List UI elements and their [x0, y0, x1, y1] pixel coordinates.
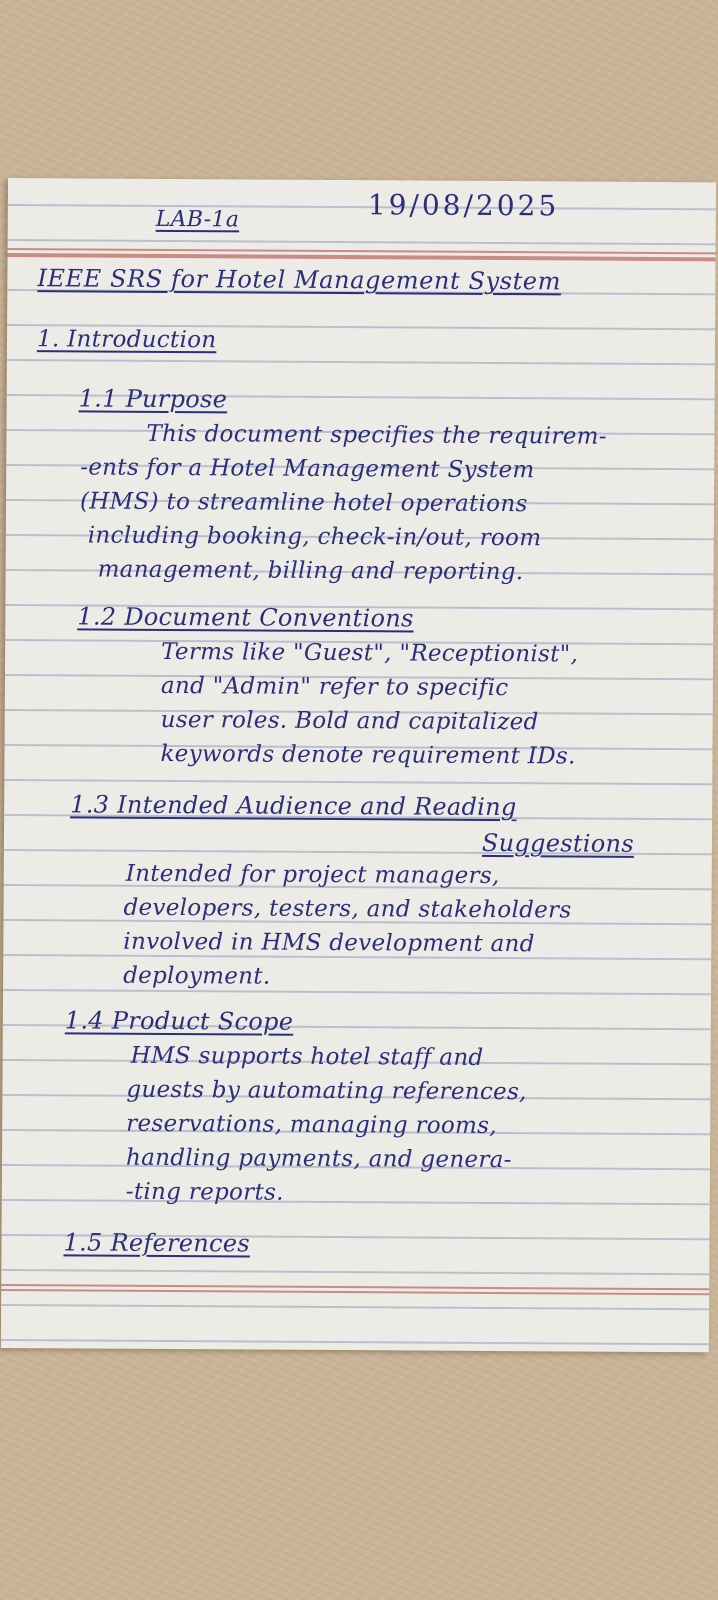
lab-label: LAB-1a: [155, 206, 240, 233]
purpose-line-5: management, billing and reporting.: [97, 556, 524, 586]
audience-line-1: Intended for project managers,: [125, 860, 500, 890]
subsection-heading-conventions: 1.2 Document Conventions: [77, 602, 414, 633]
scope-line-4: handling payments, and genera-: [125, 1144, 512, 1174]
purpose-line-4: including booking, check-in/out, room: [87, 522, 542, 552]
section-heading: 1. Introduction: [36, 326, 217, 354]
audience-line-2: developers, testers, and stakeholders: [123, 894, 572, 924]
audience-line-3: involved in HMS development and: [123, 928, 535, 958]
scope-line-5: -ting reports.: [125, 1178, 284, 1206]
audience-line-4: deployment.: [123, 962, 271, 990]
conventions-line-3: user roles. Bold and capitalized: [160, 706, 539, 736]
subsection-heading-audience-cont: Suggestions: [481, 828, 635, 858]
conventions-line-2: and "Admin" refer to specific: [160, 672, 509, 702]
subsection-heading-references: 1.5 References: [63, 1228, 251, 1258]
scope-line-3: reservations, managing rooms,: [126, 1110, 498, 1140]
scope-line-2: guests by automating references,: [126, 1076, 527, 1106]
purpose-line-1: This document specifies the requirem-: [146, 420, 607, 450]
page-title: IEEE SRS for Hotel Management System: [37, 264, 562, 296]
subsection-heading-scope: 1.4 Product Scope: [64, 1006, 294, 1036]
conventions-line-1: Terms like "Guest", "Receptionist",: [161, 638, 579, 668]
notebook-page: [1, 178, 716, 1352]
purpose-line-3: (HMS) to streamline hotel operations: [79, 488, 528, 518]
purpose-line-2: -ents for a Hotel Management System: [80, 454, 535, 484]
scope-line-1: HMS supports hotel staff and: [130, 1042, 484, 1071]
conventions-line-4: keywords denote requirement IDs.: [160, 740, 576, 770]
subsection-heading-purpose: 1.1 Purpose: [78, 384, 228, 414]
date: 19/08/2025: [367, 188, 560, 223]
subsection-heading-audience: 1.3 Intended Audience and Reading: [70, 790, 517, 822]
